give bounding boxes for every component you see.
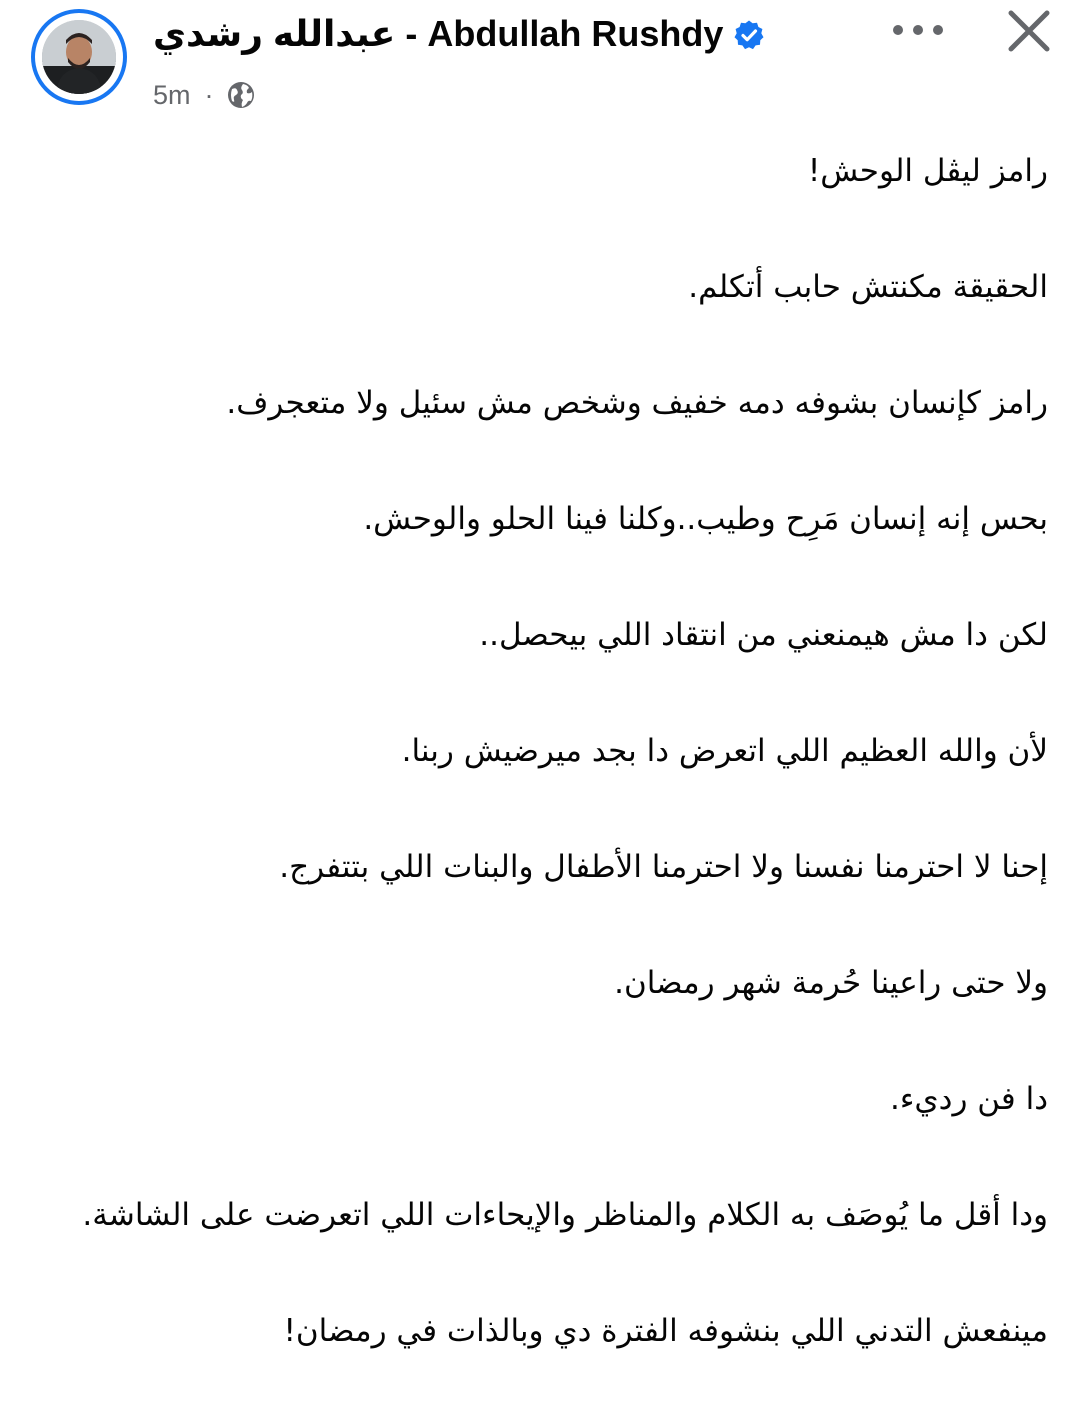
author-name[interactable]: عبدالله رشدي - Abdullah Rushdy bbox=[153, 13, 724, 54]
more-icon bbox=[890, 23, 946, 37]
post-paragraph: بحس إنه إنسان مَرِح وطيب..وكلنا فينا الحلو والوحش. bbox=[363, 501, 1048, 537]
post-paragraph: دا فن رديء. bbox=[889, 1081, 1048, 1117]
post-paragraph: رامز كإنسان بشوفه دمه خفيف وشخص مش سئيل ولا متعجرف. bbox=[226, 385, 1048, 421]
post-paragraph: ودا أقل ما يُوصَف به الكلام والمناظر والإيحاءات اللي اتعرضت على الشاشة. bbox=[82, 1197, 1048, 1233]
more-options-button[interactable] bbox=[888, 14, 948, 46]
post-paragraph: الحقيقة مكنتش حابب أتكلم. bbox=[688, 269, 1048, 305]
verified-badge-icon bbox=[733, 18, 765, 50]
post-header bbox=[0, 0, 1080, 130]
post-paragraph: لكن دا مش هيمنعني من انتقاد اللي بيحصل.. bbox=[479, 617, 1048, 653]
close-icon bbox=[1007, 9, 1051, 53]
post-paragraph: ولا حتى راعينا حُرمة شهر رمضان. bbox=[614, 965, 1048, 1001]
post-paragraph: لأن والله العظيم اللي اتعرض دا بجد ميرضيش ربنا. bbox=[401, 733, 1048, 769]
post-text bbox=[38, 143, 1048, 1419]
timestamp[interactable]: 5m bbox=[153, 79, 191, 110]
meta-separator: · bbox=[204, 79, 214, 110]
post-paragraph: إحنا لا احترمنا نفسنا ولا احترمنا الأطفال والبنات اللي بتتفرج. bbox=[279, 849, 1048, 885]
profile-photo bbox=[42, 20, 116, 94]
close-button[interactable] bbox=[1004, 6, 1054, 56]
globe-icon[interactable] bbox=[226, 80, 256, 110]
author-line bbox=[153, 12, 765, 56]
post-paragraph: مينفعش التدني اللي بنشوفه الفترة دي وبالذات في رمضان! bbox=[283, 1313, 1048, 1349]
post-meta bbox=[153, 76, 256, 114]
post-paragraph: رامز ليڤل الوحش! bbox=[807, 153, 1048, 189]
avatar[interactable] bbox=[31, 9, 127, 105]
